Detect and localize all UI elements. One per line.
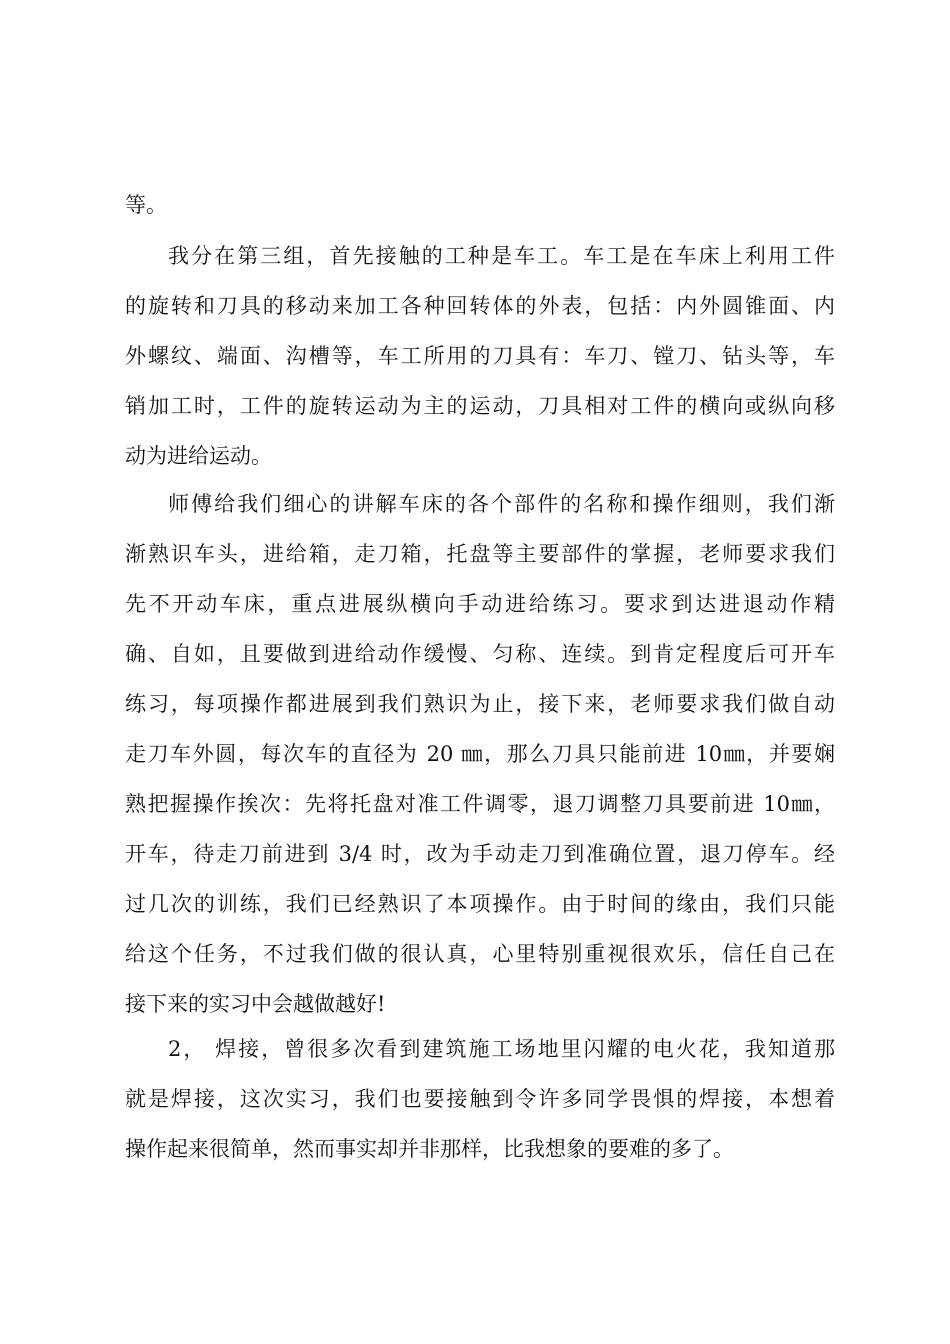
paragraph-lathe (125, 244, 835, 468)
text-line: 等。 (125, 193, 167, 217)
text-line: 练习，每项操作都进展到我们熟识为止，接下来，老师要求我们做自动 (125, 692, 835, 716)
paragraph-welding (125, 1037, 835, 1161)
paragraph-fragment (125, 193, 835, 217)
text-line: 我分在第三组，首先接触的工种是车工。车工是在车床上利用工件 (168, 244, 835, 268)
text-line: 走刀车外圆，每次车的直径为 20 ㎜，那么刀具只能前进 10㎜，并要娴 (125, 742, 835, 766)
text-line: 渐熟识车头，进给箱，走刀箱，托盘等主要部件的掌握，老师要求我们 (125, 542, 835, 566)
text-line: 的旋转和刀具的移动来加工各种回转体的外表，包括：内外圆锥面、内 (125, 294, 835, 318)
text-line: 熟把握操作挨次：先将托盘对准工件调零，退刀调整刀具要前进 10㎜， (125, 792, 835, 816)
text-line: 操作起来很简单，然而事实却并非那样，比我想象的要难的多了。 (125, 1137, 734, 1161)
text-line: 销加工时，工件的旋转运动为主的运动，刀具相对工件的横向或纵向移 (125, 394, 835, 418)
text-line: 过几次的训练，我们已经熟识了本项操作。由于时间的缘由，我们只能 (125, 892, 835, 916)
text-line: 师傅给我们细心的讲解车床的各个部件的名称和操作细则，我们渐 (168, 492, 835, 516)
text-line: 开车，待走刀前进到 3/4 时，改为手动走刀到准确位置，退刀停车。经 (125, 842, 835, 866)
text-line: 就是焊接，这次实习，我们也要接触到令许多同学畏惧的焊接，本想着 (125, 1087, 835, 1111)
text-line: 接下来的实习中会越做越好! (125, 992, 386, 1016)
paragraph-practice (125, 492, 835, 1016)
text-line: 确、自如，且要做到进给动作缓慢、匀称、连续。到肯定程度后可开车 (125, 642, 835, 666)
text-line: 2， 焊接，曾很多次看到建筑施工场地里闪耀的电火花，我知道那 (168, 1037, 835, 1061)
text-line: 外螺纹、端面、沟槽等，车工所用的刀具有：车刀、镗刀、钻头等，车 (125, 344, 835, 368)
text-line: 动为进给运动。 (125, 444, 272, 468)
text-line: 先不开动车床，重点进展纵横向手动进给练习。要求到达进退动作精 (125, 592, 835, 616)
text-line: 给这个任务，不过我们做的很认真，心里特别重视很欢乐，信任自己在 (125, 942, 835, 966)
